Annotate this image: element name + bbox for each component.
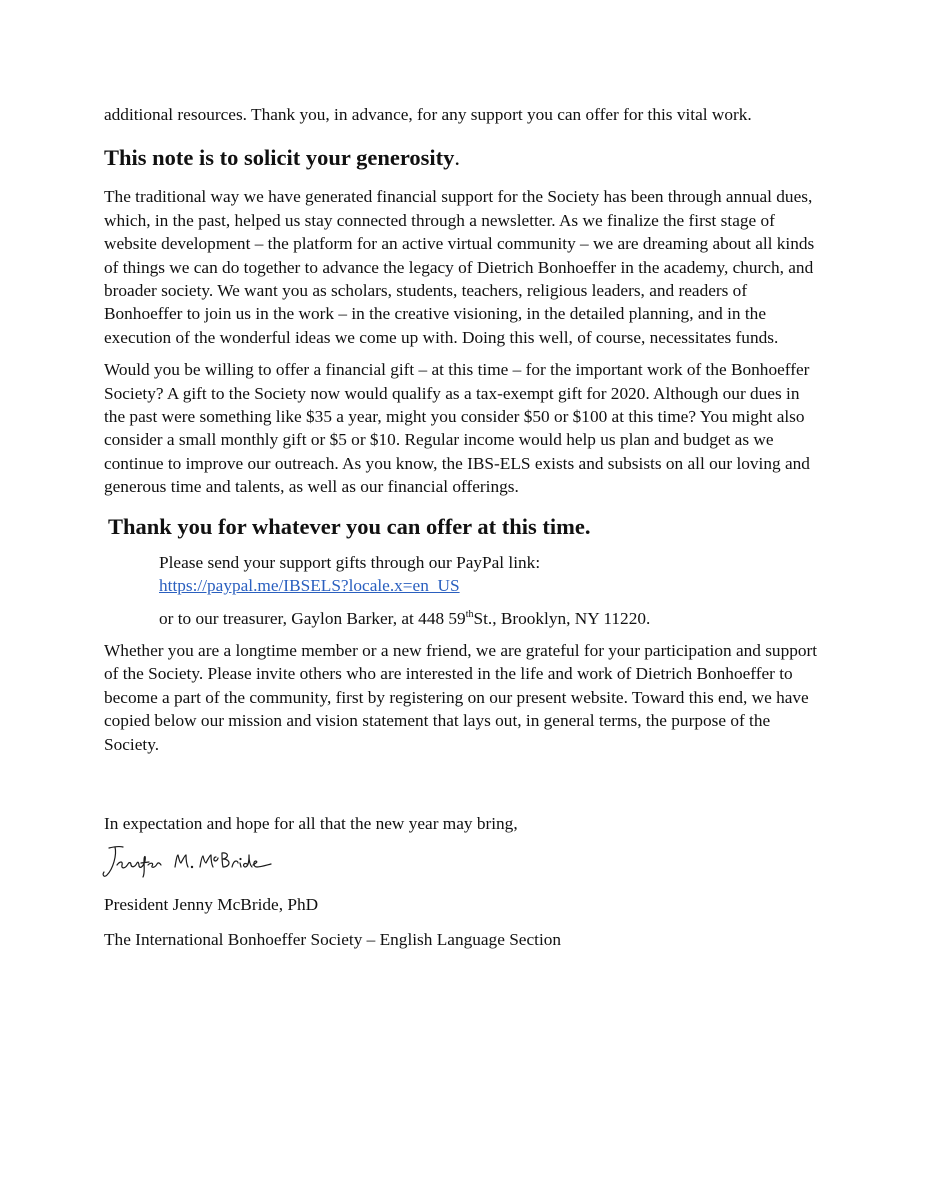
address-before: or to our treasurer, Gaylon Barker, at 448 59 xyxy=(159,608,466,628)
intro-continuation: additional resources. Thank you, in advance, for any support you can offer for this vital work. xyxy=(104,105,752,124)
signer-organization: The International Bonhoeffer Society – English Language Section xyxy=(104,929,562,949)
treasurer-address xyxy=(159,607,824,630)
paragraph-gift: Would you be willing to offer a financial gift – at this time – for the important work of the Bonhoeffer Society? A gift to the Society now would qualify as a tax-exempt gift for 2020. Although our dues in the past were something like $35 a year, might you consider $50 or $100 at this time? You might also consider a small monthly gift or $5 or $10. Regular income would help us plan and budget as we continue to improve our outreach. As you know, the IBS-ELS exists and subsists on all our loving and generous time and talents, as well as our financial offerings. xyxy=(104,360,810,497)
signer-name: President Jenny McBride, PhD xyxy=(104,895,319,915)
heading-generosity xyxy=(104,143,824,173)
letter-page xyxy=(104,103,824,951)
address-after: St., Brooklyn, NY 11220. xyxy=(473,608,651,628)
paragraph-dues: The traditional way we have generated financial support for the Society has been through annual dues, which, in the past, helped us stay connected through a newsletter. As we finalize the first stage of website development – the platform for an active virtual community – we are dreaming about all kinds of things we can do together to advance the legacy of Dietrich Bonhoeffer in the academy, church, and broader society. We want you as scholars, students, teachers, religious leaders, and readers of Bonhoeffer to join us in the work – in the creative visioning, in the detailed planning, and in the execution of the wonderful ideas we come up with. Doing this well, of course, necessitates funds. xyxy=(104,187,815,347)
heading-generosity-text: This note is to solicit your generosity xyxy=(104,145,455,171)
paypal-link[interactable]: https://paypal.me/IBSELS?locale.x=en_US xyxy=(159,576,460,596)
paragraph-invite: Whether you are a longtime member or a new friend, we are grateful for your participation and support of the Society. Please invite others who are interested in the life and work of Dietrich Bonhoeffer to become a part of the community, first by registering on our present website. Toward this end, we have copied below our mission and vision statement that lays out, in general terms, the purpose of the Society. xyxy=(104,640,818,754)
paypal-block xyxy=(159,551,824,598)
heading-generosity-period: . xyxy=(454,145,461,171)
heading-thanks: Thank you for whatever you can offer at this time. xyxy=(108,513,591,539)
closing-line: In expectation and hope for all that the new year may bring, xyxy=(104,813,518,833)
handwritten-signature xyxy=(101,841,276,883)
address-ordinal-suffix: th xyxy=(465,608,474,620)
paypal-prompt: Please send your support gifts through our PayPal link: xyxy=(159,552,541,572)
